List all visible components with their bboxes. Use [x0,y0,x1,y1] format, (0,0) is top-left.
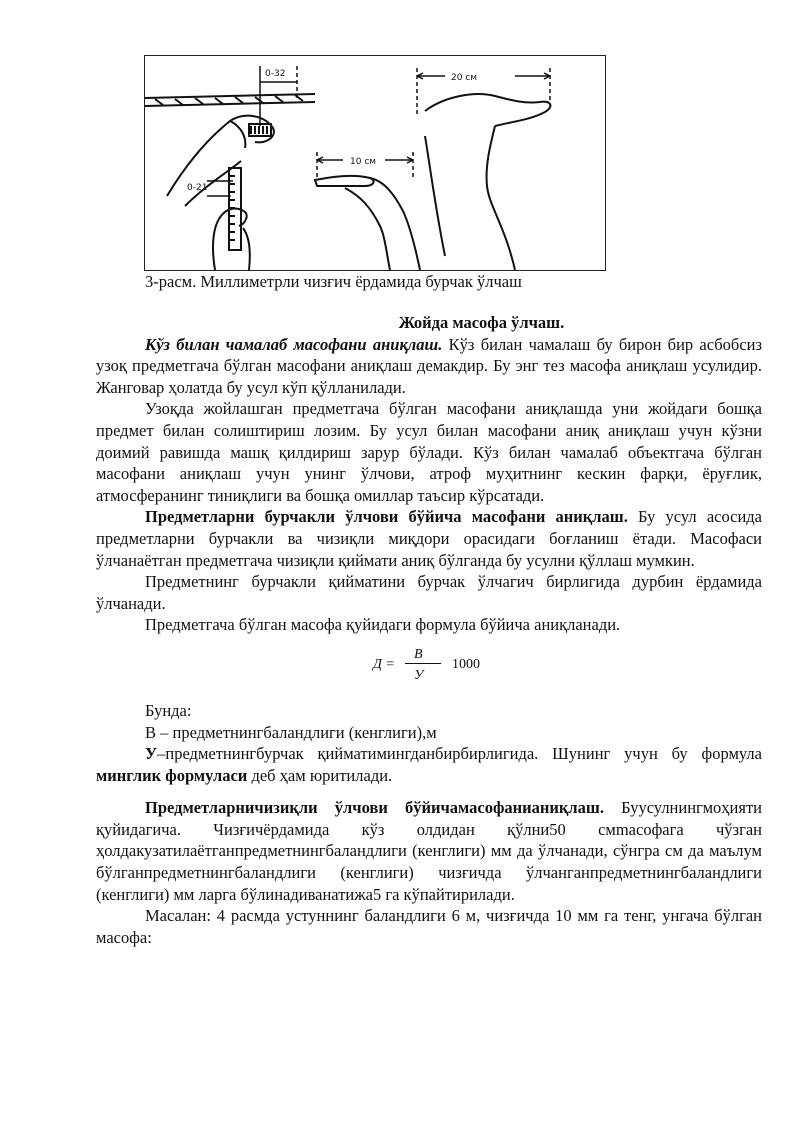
paragraph-lead: Кўз билан чамалаб масофани аниқлаш. [145,334,443,354]
hand-left-ruler [213,168,250,270]
paragraph-def-u [96,743,762,786]
paragraph-text: Буусулнингмоҳияти қуйидагича. Чизғичёрдамида кўз олдидан қўлни50 смmасофага чўзган ҳолдакузатилаётганпредметнингбаландлиги (кенглиги) мм да ўлчанади, сўнгра см да маълум бўлганпредметнингбаландлиги (кенглиги) чизғичда ўлчанганпредметнингбаландлиги (кенглиги) мм ларга бўлинадиванатижа5 га кўпайтирилади. [96,798,762,904]
hand-middle [315,176,420,270]
formula-lhs: Д = [373,656,395,672]
hand-top-right [425,94,550,270]
hands-ruler-drawing [145,56,605,270]
formula-numerator: В [414,646,423,662]
measurement-illustration [144,55,606,271]
section-heading: Жойда масофа ўлчаш. [398,313,565,332]
paragraph-linear-method [96,797,762,905]
paragraph-binocular: Предметнинг бурчакли қийматини бурчак ўлчагич бирлигида дурбин ёрдамида ўлчанади. [96,572,762,613]
paragraph-bold-term: минглик формуласи [96,765,248,785]
figure-caption: 3-расм. Миллиметрли чизғич ёрдамида бурчак ўлчаш [145,272,522,291]
paragraph-text-end: деб ҳам юритилади. [247,765,393,785]
label-10cm: 10 см [350,157,377,167]
paragraph-angular-method [96,506,762,571]
beam-top-left [145,94,315,106]
paragraph-comparison: Узоқда жойлашган предметгача бўлган масофани аниқлашда уни жойдаги бошқа предмет билан солиштириш лозим. Бу усул билан масофани аниқ аниқлаш учун кўзни доимий равишда машқ қилдириш зарур бўлади. Кўз билан чамалаб объектгача бўлган масофани аниқлаш учун унинг ўлчови, атроф муҳитнинг кескин фарқи, ёруғлик, атмосферанинг тиниқлиги ва бошқа омиллар таъсир кўрсатади. [96,399,762,505]
paragraph-text: Кўз билан чамалаш бу бирон бир асбобсиз узоқ предметгача бўлган масофани аниқлаш демакдир. Бу энг тез масофа аниқлаш усулидир. Жанговар ҳолатда бу усул кўп қўлланилади. [96,334,762,397]
paragraph-text: –предметнингбурчак қийматимингданбирбирлигида. Шунинг учун бу формула [157,744,762,764]
paragraph-where: Бунда: [145,700,192,720]
dimension-20cm [417,68,550,116]
label-0-32: 0-32 [265,69,286,79]
paragraph-text: Бу усул асосида предметларни бурчакли ва чизиқли миқдори орасидаги боғланиш ётади. Масофаси ўлчанаётган предметгача чизиқли қиймати аниқ бўлганда бу усулни қўллаш мумкин. [96,507,763,570]
formula-denominator: У [414,667,424,683]
document-body [96,312,762,948]
distance-formula [96,644,762,688]
formula-fraction-bar [405,663,441,664]
paragraph-def-b: В – предметнингбаландлиги (кенглиги),м [145,722,437,742]
paragraph-lead: Предметларничизиқли ўлчови бўйичамасофанианиқлаш. [145,798,604,818]
formula-factor: 1000 [452,656,480,672]
label-20cm: 20 см [451,73,478,83]
paragraph-lead: Предметларни бурчакли ўлчови бўйича масофани аниқлаш. [145,507,628,527]
paragraph-formula-intro: Предметгача бўлган масофа қуйидаги формула бўйича аниқланади. [145,615,621,635]
paragraph-example: Масалан: 4 расмда устуннинг баландлиги 6 м, чизғичда 10 мм га тенг, унгача бўлган масофа: [96,906,762,947]
label-0-21: 0-21 [187,183,208,193]
spacer [96,786,762,797]
hand-top-left [167,116,274,206]
paragraph-eye-estimation [96,334,762,399]
paragraph-lead: У [145,744,158,764]
